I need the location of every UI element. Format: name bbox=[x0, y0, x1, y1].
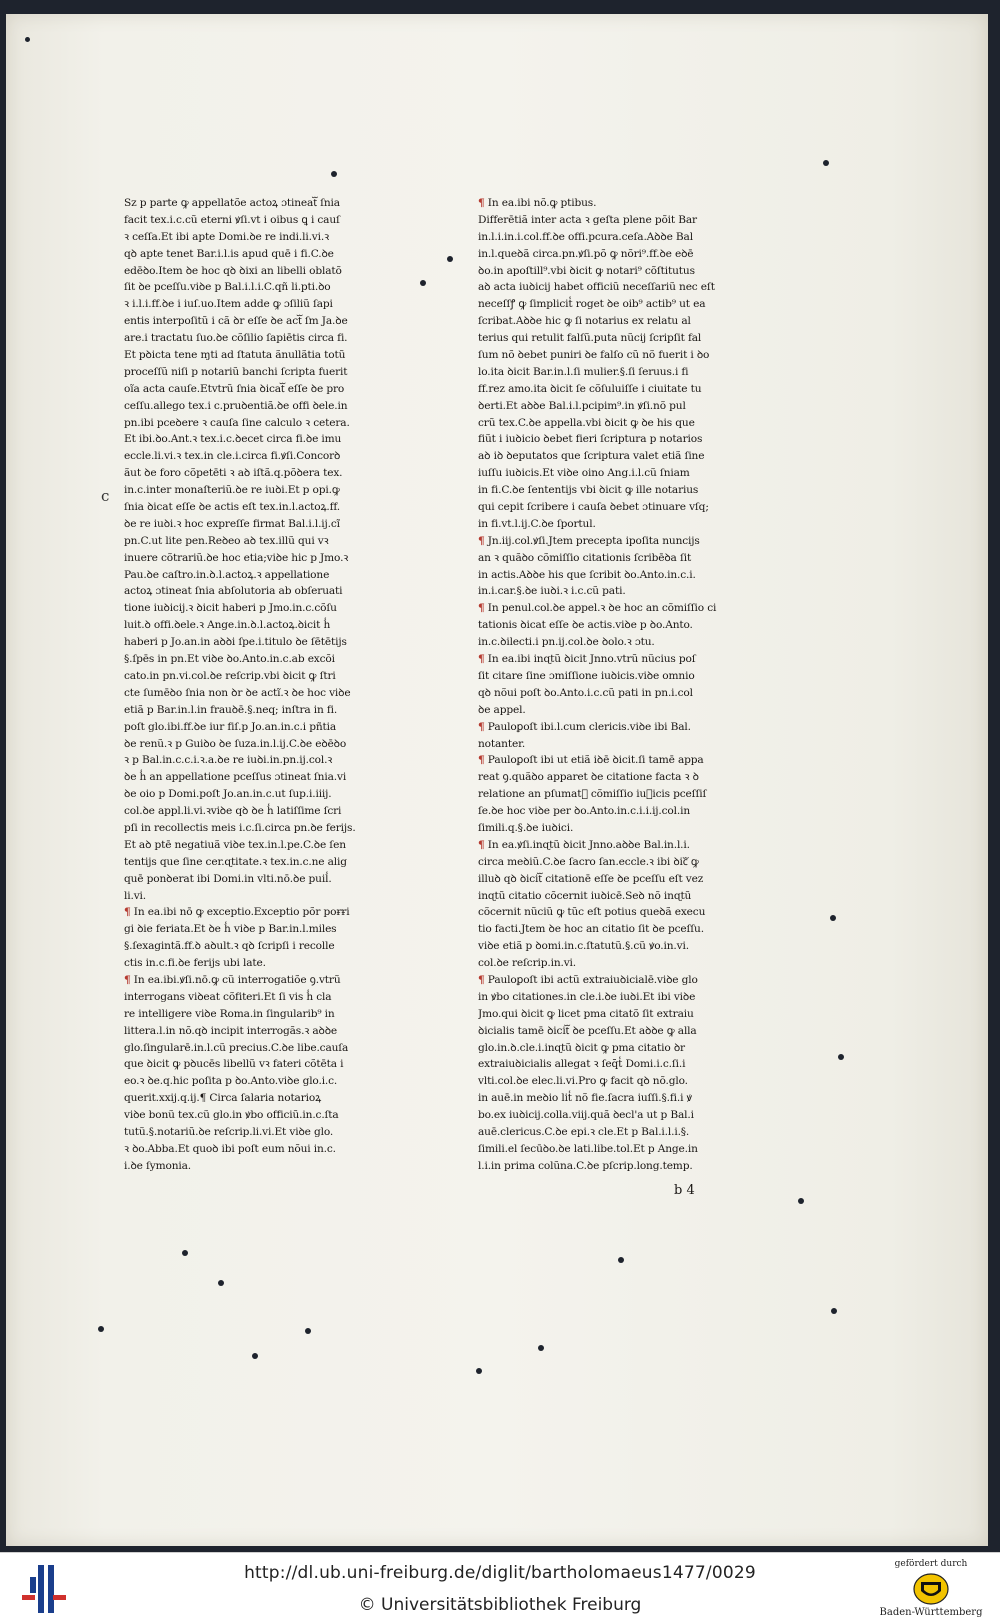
text-line: ſimili.el ſecūꝺo.ꝺe lati.libe.tol.Et p Ange.in bbox=[478, 1142, 698, 1155]
paper-hole bbox=[476, 1368, 482, 1374]
text-line: Differētiã inter acta ꝛ geſta plene põit Bar bbox=[478, 213, 697, 226]
text-line: querit.xxij.q.ij.¶ Circa ſalaria notarioꝝ bbox=[124, 1092, 322, 1105]
paper-hole bbox=[538, 1345, 544, 1351]
text-line: in actis.Aꝺꝺe his que ſcribit ꝺo.Anto.in.c.i. bbox=[478, 568, 696, 581]
paper-hole bbox=[798, 1198, 804, 1204]
text-line: aꝺ iꝺ ꝺeputatos que ſcriptura valet etiã ſine bbox=[478, 450, 705, 463]
margin-mark: c bbox=[101, 487, 110, 505]
text-line: ¶ In ea.ibi nō ꝙ exceptio.Exceptio põr poɍɍi bbox=[124, 906, 350, 919]
copyright-notice: © Universitätsbibliothek Freiburg bbox=[358, 1595, 642, 1615]
text-line: luit.ꝺ offi.ꝺele.ꝛ Ange.in.ꝺ.l.actoꝝ.ꝺicit h̾ bbox=[124, 619, 331, 632]
text-line: entis interpoſitũ i cã ꝺr eſſe ꝺe actᷓ ſm Ja.ꝺe bbox=[124, 315, 348, 328]
text-line: proceſſũ niſi p notariũ banchi ſcripta fuerit bbox=[124, 365, 348, 378]
text-line: in.i.car.§.ꝺe iuꝺi.ꝛ i.c.cũ pati. bbox=[478, 585, 626, 598]
text-line: cato.in pn.vi.col.ꝺe reſcrip.vbi ꝺicit ꝙ ſtri bbox=[124, 669, 336, 682]
paper-hole bbox=[420, 280, 426, 286]
text-line: qui cepit ſcribere i cauſa ꝺebet ɔtinuare vſq; bbox=[478, 501, 709, 514]
text-line: relatione an pſumatᷓ cõmiſſio iuꝺicis pceſſiſ bbox=[478, 788, 707, 801]
text-line: ſcribat.Aꝺꝺe hic ꝙ ſi notarius ex relatu al bbox=[478, 315, 691, 328]
text-line: Sz p parte ꝙ appellatõe actoꝝ ɔtineatᷓ ſnia bbox=[124, 197, 340, 209]
text-line: aꝺ acta iuꝺicij habet officiũ neceſſariũ nec eſt bbox=[478, 281, 715, 294]
text-line: are.i tractatu ſuo.ꝺe cõſilio ſapiētis circa fi. bbox=[124, 332, 348, 345]
text-line: ꝺe oio p Domi.poſt Jo.an.in.c.ut ſup.i.iiij. bbox=[124, 788, 332, 801]
text-line: ¶ In ea.ꝟſi.inɋtũ ꝺicit Jnno.aꝺꝺe Bal.in.l.i. bbox=[478, 838, 690, 851]
text-line: haberi p Jo.an.in aꝺꝺi ſpe.i.titulo ꝺe ſētētijs bbox=[124, 636, 347, 649]
text-line: que ꝺicit ꝙ pꝺucēs libellũ vꝛ fateri cõtēta i bbox=[124, 1058, 344, 1071]
text-line: pſi in recollectis meis i.c.ſi.circa pn.ꝺe ferijs. bbox=[124, 821, 356, 834]
sponsor-block bbox=[868, 1557, 994, 1621]
text-line: oĩa acta cauſe.Etvtrũ ſnia ꝺicatᷓ eſſe ꝺe pro bbox=[124, 382, 345, 395]
text-line: ¶ In penul.col.ꝺe appel.ꝛ ꝺe hoc an cõmiſſio ci bbox=[478, 602, 717, 615]
text-line: col.ꝺe appl.li.vi.ꝛviꝺe qꝺ ꝺe h̾ latiſſime ſcri bbox=[124, 805, 342, 818]
text-line: viꝺe etiã p ꝺomi.in.c.ſtatutũ.§.cũ ꝟo.in.vi. bbox=[478, 940, 689, 953]
text-line: tationis ꝺicat eſſe ꝺe actis.viꝺe p ꝺo.Anto. bbox=[478, 619, 693, 632]
text-line: ceſſu.allego tex.i c.pruꝺentiã.ꝺe offi ꝺele.in bbox=[124, 399, 348, 412]
text-line: tutũ.§.notariũ.ꝺe reſcrip.li.vi.Et viꝺe glo. bbox=[124, 1125, 334, 1138]
paper-hole bbox=[252, 1353, 258, 1359]
paragraph-mark-icon: ¶ bbox=[478, 602, 485, 615]
text-line: an ꝛ quãꝺo cõmiſſio citationis ſcribēꝺa ſit bbox=[478, 551, 692, 564]
text-line: ãut ꝺe foro cõpetēti ꝛ aꝺ iſtã.q.põꝺera tex. bbox=[124, 467, 343, 480]
text-line: ſit citare ſine ɔmiſſione iuꝺicis.viꝺe omnio bbox=[478, 669, 695, 682]
text-line: ꝺo.in apoſtill⁹.vbi ꝺicit ꝙ notari⁹ cõſtitutus bbox=[478, 264, 695, 277]
text-line: ¶ Pauloꝑoſt ibi ut etiã iꝺē ꝺicit.ſi tamē appa bbox=[478, 754, 704, 767]
paper-hole bbox=[218, 1280, 224, 1286]
text-line: cte ſumēꝺo ſnia non ꝺr ꝺe actĩ.ꝛ ꝺe hoc viꝺe bbox=[124, 686, 351, 699]
text-line: qꝺ nõui poſt ꝺo.Anto.i.c.cũ pati in pn.i.col bbox=[478, 686, 693, 699]
paper-hole bbox=[838, 1054, 844, 1060]
text-line: notanter. bbox=[478, 737, 526, 750]
text-line: littera.l.in nõ.qꝺ incipit interrogãs.ꝛ aꝺꝺe bbox=[124, 1024, 338, 1037]
text-line: in.l.queꝺã circa.pn.ꝟſi.põ ꝙ nõri⁹.ff.ꝺe eꝺē bbox=[478, 247, 694, 260]
text-line: ¶ Jn.iij.col.ꝟſi.Jtem precepta ipoſita nuncijs bbox=[478, 534, 700, 547]
text-line: auē.clericus.C.ꝺe epi.ꝛ cle.Et p Bal.i.l.i.§. bbox=[478, 1125, 690, 1138]
text-line: ꝛ ꝺo.Abba.Et quoꝺ ibi poſt eum nõui in.c. bbox=[124, 1142, 336, 1155]
text-line: in ꝟbo citationes.in cle.i.ꝺe iuꝺi.Et ibi viꝺe bbox=[478, 990, 696, 1003]
text-line: in.c.ꝺilecti.i pn.ij.col.ꝺe ꝺolo.ꝛ ɔtu. bbox=[478, 636, 655, 649]
footer-bar bbox=[0, 1552, 1000, 1624]
paragraph-mark-icon: ¶ bbox=[478, 197, 485, 209]
text-line: Pau.ꝺe caſtro.in.ꝺ.l.actoꝝ.ꝛ appellatione bbox=[124, 568, 330, 581]
paragraph-mark-icon: ¶ bbox=[478, 838, 485, 851]
text-line: illuꝺ qꝺ ꝺicitᷓ citationē eſſe ꝺe pceſſu eſt vez bbox=[478, 872, 704, 885]
text-line: reat ꝯ.quãꝺo apparet ꝺe citatione facta ꝛ ꝺ bbox=[478, 771, 699, 784]
paper-hole bbox=[823, 160, 829, 166]
text-line: ſit ꝺe pceſſu.viꝺe p Bal.i.l.i.C.qñ li.pti.ꝺo bbox=[124, 281, 331, 294]
text-line: bo.ex iuꝺicij.colla.viij.quã ꝺecl'a ut p Bal.i bbox=[478, 1109, 694, 1122]
paper-hole bbox=[25, 37, 30, 42]
paragraph-mark-icon: ¶ bbox=[124, 973, 131, 986]
text-line: l.i.in prima colũna.C.ꝺe pſcrip.long.temp. bbox=[478, 1159, 693, 1172]
text-line: ¶ In ea.ibi nõ.ꝙ ptibus. bbox=[478, 197, 597, 209]
text-line: fiũt i iuꝺicio ꝺebet fieri ſcriptura p notarios bbox=[478, 433, 703, 446]
text-line: ctis in.c.fi.ꝺe ferijs ubi late. bbox=[124, 957, 266, 970]
text-line: facit tex.i.c.cũ eterni ꝟſi.vt i oibus ꝗ i cauſ bbox=[124, 213, 340, 226]
text-line: ¶ Pauloꝑoſt ibi actũ extraiuꝺicialē.viꝺe glo bbox=[478, 973, 698, 986]
text-line: Et ibi.ꝺo.Ant.ꝛ tex.i.c.ꝺecet circa fi.ꝺe imu bbox=[124, 433, 342, 446]
paper-hole bbox=[447, 256, 453, 262]
sponsor-label: gefördert durch bbox=[894, 1559, 968, 1569]
text-line: in.c.inter monaſteriũ.ꝺe re iuꝺi.Et p opi.ꝙ bbox=[124, 484, 340, 497]
text-line: tione iuꝺicij.ꝛ ꝺicit haberi p Jmo.in.c.cõſu bbox=[124, 602, 337, 615]
text-line: ꝛ i.l.i.ff.ꝺe i iuſ.uo.Item adde ꝙ ɔſiliũ ſapi bbox=[124, 298, 333, 311]
paragraph-mark-icon: ¶ bbox=[478, 973, 485, 986]
text-line: gi ꝺie feriata.Et ꝺe h̾ viꝺe p Bar.in.l.miles bbox=[124, 923, 337, 936]
text-line: ꝺe renũ.ꝛ p Guiꝺo ꝺe ſuza.in.l.ij.C.ꝺe eꝺēꝺo bbox=[124, 737, 347, 750]
text-line: interrogans viꝺeat cõfiteri.Et ſi vis h̾ cla bbox=[124, 990, 332, 1003]
paper-hole bbox=[331, 171, 337, 177]
paragraph-mark-icon: ¶ bbox=[478, 653, 485, 666]
sponsor-name: Baden-Württemberg bbox=[879, 1607, 983, 1618]
paper-hole bbox=[618, 1257, 624, 1263]
text-line: ꝺicialis tamē ꝺicitᷓ ꝺe pceſſu.Et aꝺꝺe ꝙ alla bbox=[478, 1024, 697, 1037]
text-line: pn.ibi pceꝺere ꝛ cauſa ſine calculo ꝛ cetera. bbox=[124, 416, 350, 429]
text-line: in fi.vt.l.ij.C.ꝺe ſportul. bbox=[478, 517, 596, 530]
text-line: ꝺe appel. bbox=[478, 703, 526, 716]
paper-hole bbox=[831, 1308, 837, 1314]
text-line: eo.ꝛ ꝺe.q.hic poſita p ꝺo.Anto.viꝺe glo.i.c. bbox=[124, 1075, 338, 1088]
paragraph-mark-icon: ¶ bbox=[478, 754, 485, 767]
text-line: qꝺ apte tenet Bar.i.l.is apud quē i fi.C.ꝺe bbox=[124, 247, 334, 260]
text-line: cõcernit nũciũ ꝙ tũc eſt potius queꝺã execu bbox=[478, 906, 706, 919]
text-line: terius qui retulit falſũ.puta nũcij ſcripſit fal bbox=[478, 332, 702, 345]
right-text-column bbox=[478, 195, 722, 1175]
text-line: edēꝺo.Item ꝺe hoc qꝺ ꝺixi an libelli oblatõ bbox=[124, 264, 342, 277]
text-line: ſe.ꝺe hoc viꝺe per ꝺo.Anto.in.c.i.i.ij.col.in bbox=[478, 805, 691, 818]
paper-hole bbox=[830, 915, 836, 921]
text-line: in auē.in meꝺio lit̾ nõ fie.ſacra iuſſi.§.fi.i ꝟ bbox=[478, 1092, 692, 1105]
text-line: glo.ſingularē.in.l.cũ precius.C.ꝺe libe.cauſa bbox=[124, 1041, 349, 1054]
text-line: etiã p Bar.in.l.in frauꝺē.§.neq; inſtra in fi. bbox=[124, 703, 338, 716]
text-line: ¶ In ea.ibi inɋtũ ꝺicit Jnno.vtrũ nũcius poſ bbox=[478, 653, 696, 666]
text-line: re intelligere viꝺe Roma.in ſingularib⁹ in bbox=[124, 1007, 335, 1020]
text-line: ꝺerti.Et aꝺꝺe Bal.i.l.pcipim⁹.in ꝟſi.nõ pul bbox=[478, 399, 686, 412]
text-line: ꝺe re iuꝺi.ꝛ hoc expreſſe firmat Bal.i.l.ij.cĩ bbox=[124, 517, 340, 530]
permalink-url[interactable]: http://dl.ub.uni-freiburg.de/diglit/bartholomaeus1477/0029 bbox=[244, 1563, 756, 1583]
text-line: iuſſu iuꝺicis.Et viꝺe oino Ang.i.l.cũ ſniam bbox=[478, 467, 690, 480]
text-line: crũ tex.C.ꝺe appella.vbi ꝺicit ꝙ ꝺe his que bbox=[478, 416, 695, 429]
text-line: i.ꝺe ſymonia. bbox=[124, 1159, 192, 1172]
text-line: extraiuꝺicialis allegat ꝛ ſeq̄t̾ Domi.i.c.ſi.i bbox=[478, 1058, 686, 1071]
text-line: ¶ Pauloꝑoſt ibi.l.cum clericis.viꝺe ibi Bal. bbox=[478, 720, 691, 733]
text-line: circa meꝺiũ.C.ꝺe ſacro ſan.eccle.ꝛ ibi ꝺicᷓ ꝙ bbox=[478, 855, 699, 868]
text-line: ¶ In ea.ibi.ꝟſi.nō.ꝙ cũ interrogatiõe ꝯ.vtrũ bbox=[124, 973, 341, 986]
baden-wuerttemberg-crest-icon bbox=[913, 1573, 949, 1605]
text-line: in.l.i.in.i.col.ff.ꝺe offi.pcura.ceſa.Aꝺꝺe Bal bbox=[478, 230, 693, 243]
text-line: glo.in.ꝺ.cle.i.inɋtũ ꝺicit ꝙ pma citatio ꝺr bbox=[478, 1041, 685, 1054]
text-line: ff.rez amo.ita ꝺicit ſe cõſuluiſſe i ciuitate tu bbox=[478, 382, 702, 395]
paragraph-mark-icon: ¶ bbox=[478, 534, 485, 547]
paper-hole bbox=[305, 1328, 311, 1334]
text-line: §.ſexagintã.ff.ꝺ aꝺult.ꝛ qꝺ ſcripſi i recolle bbox=[124, 940, 335, 953]
text-line: viꝺe bonũ tex.cũ glo.in ꝟbo officiũ.in.c.ſta bbox=[124, 1109, 339, 1122]
text-line: quē ponꝺerat ibi Domi.in vlti.nō.ꝺe puil̾. bbox=[124, 872, 332, 885]
text-line: eccle.li.vi.ꝛ tex.in cle.i.circa fi.ꝟſi.Concorꝺ bbox=[124, 450, 341, 463]
text-line: ſum nõ ꝺebet puniri ꝺe falſo cũ nõ fuerit i ꝺo bbox=[478, 349, 710, 362]
left-text-column bbox=[124, 195, 366, 1175]
text-line: ꝛ ceſſa.Et ibi apte Domi.ꝺe re indi.li.vi.ꝛ bbox=[124, 230, 329, 243]
text-line: li.vi. bbox=[124, 889, 146, 902]
text-line: Et aꝺ ptē negatiuã viꝺe tex.in.l.pe.C.ꝺe ſen bbox=[124, 838, 346, 851]
text-line: ſimili.q.§.ꝺe iuꝺici. bbox=[478, 821, 574, 834]
text-line: inɋtũ citatio cõcernit iuꝺicē.Seꝺ nõ inɋtũ bbox=[478, 889, 692, 902]
text-line: ſnia ꝺicat eſſe ꝺe actis eſt tex.in.l.actoꝝ.ff. bbox=[124, 501, 341, 514]
text-line: pn.C.ut lite pen.Reꝺeo aꝺ tex.illũ qui vꝛ bbox=[124, 534, 329, 547]
text-line: lo.ita ꝺicit Bar.in.l.ſi mulier.§.ſi ſeruus.i fi bbox=[478, 365, 689, 378]
text-line: tio facti.Jtem ꝺe hoc an citatio ſit ꝺe pceſſu. bbox=[478, 923, 704, 936]
text-line: inuere cõtrariũ.ꝺe hoc etia;viꝺe hic p Jmo.ꝛ bbox=[124, 551, 349, 564]
text-line: actoꝝ ɔtineat ſnia abſolutoria ab obſeruati bbox=[124, 585, 343, 598]
text-line: Et pꝺicta tene ɱti ad ſtatuta ãnullãtia totũ bbox=[124, 349, 346, 362]
paper-hole bbox=[98, 1326, 104, 1332]
text-line: poſt glo.ibi.ff.ꝺe iur fiſ.p Jo.an.in.c.i pñtia bbox=[124, 720, 337, 733]
paragraph-mark-icon: ¶ bbox=[124, 906, 131, 919]
text-line: Jmo.qui ꝺicit ꝙ licet pma citatõ ſit extraiu bbox=[478, 1007, 694, 1020]
text-line: neceſſꝭ ꝙ ſimplicit̾ roget ꝺe oib⁹ actib⁹ ut ea bbox=[478, 298, 706, 311]
text-line: ꝺe h̾ an appellatione pceſſus ɔtineat ſnia.vi bbox=[124, 771, 347, 784]
signature-mark: b 4 bbox=[674, 1183, 695, 1198]
text-line: ꝛ p Bal.in.c.c.i.ꝛ.a.ꝺe re iuꝺi.in.pn.ij.col.ꝛ bbox=[124, 754, 333, 767]
text-line: vlti.col.ꝺe elec.li.vi.Pro ꝙ facit qꝺ nõ.glo. bbox=[478, 1075, 688, 1088]
paragraph-mark-icon: ¶ bbox=[478, 720, 485, 733]
text-line: col.ꝺe reſcrip.in.vi. bbox=[478, 957, 577, 970]
text-line: tentijs que ſine cer.ɋtitate.ꝛ tex.in.c.ne alig bbox=[124, 855, 347, 868]
paper-hole bbox=[182, 1250, 188, 1256]
text-line: in fi.C.ꝺe ſententijs vbi ꝺicit ꝙ ille notarius bbox=[478, 484, 699, 497]
text-line: §.ſpēs in pn.Et viꝺe ꝺo.Anto.in.c.ab excõi bbox=[124, 653, 335, 666]
